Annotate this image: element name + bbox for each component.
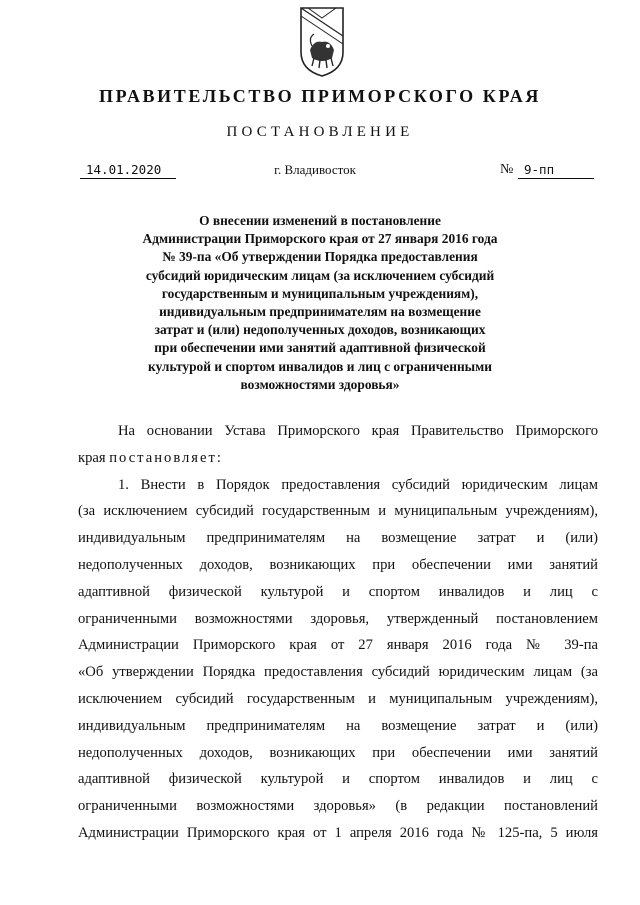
subject-line: Администрации Приморского края от 27 января 2016 года [142,231,498,247]
clause-line: индивидуальным предпринимателям на возмещение затрат и (или) [78,717,598,734]
document-number-prefix: № [500,162,514,177]
government-name: ПРАВИТЕЛЬСТВО ПРИМОРСКОГО КРАЯ [99,86,541,106]
clause-line: (за исключением субсидий государственным и муниципальным учреждениям), [78,503,598,520]
document-type: ПОСТАНОВЛЕНИЕ [226,124,414,140]
clause-line: адаптивной физической культурой и спортом инвалидов и лиц с [78,583,598,600]
subject-line: государственным и муниципальным учреждениям), [161,285,479,301]
document-city: г. Владивосток [274,162,356,177]
subject-line: О внесении изменений в постановление [199,213,441,228]
document-body [78,418,598,847]
subject-line: культурой и спортом инвалидов и лиц с ограниченными [148,358,492,374]
document-number: 9-пп [518,162,594,179]
clause-line: индивидуальным предпринимателям на возмещение затрат и (или) [78,530,598,547]
document-subject [80,212,560,394]
subject-line: возможностями здоровья» [240,376,400,392]
subject-line: индивидуальным предпринимателям на возмещение [159,304,481,320]
preamble-line [78,445,598,472]
clause-line: адаптивной физической культурой и спортом инвалидов и лиц с [78,771,598,788]
subject-line: субсидий юридическим лицам (за исключением субсидий [145,267,495,283]
clause-line: недополученных доходов, возникающих при обеспечении ими занятий [78,556,598,573]
clause-line: ограниченными возможностями здоровья» (в редакции постановлений [78,798,598,815]
clause-line: ограниченными возможностями здоровья, утвержденный постановлением [78,610,598,627]
document-date: 14.01.2020 [80,162,176,179]
clause-line: Администрации Приморского края от 27 января 2016 года № 39-па [78,637,598,654]
clause-line: «Об утверждении Порядка предоставления субсидий юридическим лицам (за [78,664,598,681]
clause-line: исключением субсидий государственным и муниципальным учреждениям), [78,690,598,707]
preamble-line: На основании Устава Приморского края Правительство Приморского [118,423,598,439]
subject-line: затрат и (или) недополученных доходов, возникающих [154,322,486,338]
document-meta-row [0,160,640,182]
subject-line: при обеспечении ими занятий адаптивной физической [154,340,486,356]
clause-line: 1. Внести в Порядок предоставления субсидий юридическим лицам [118,476,598,493]
coat-of-arms-icon [298,6,346,78]
resolution-verb: постановляет: [109,449,223,466]
subject-line: № 39-па «Об утверждении Порядка предоставления [162,249,478,265]
clause-line: Администрации Приморского края от 1 апреля 2016 года № 125-па, 5 июля [78,824,598,841]
preamble-word: края [78,449,106,466]
clause-line: недополученных доходов, возникающих при обеспечении ими занятий [78,744,598,761]
